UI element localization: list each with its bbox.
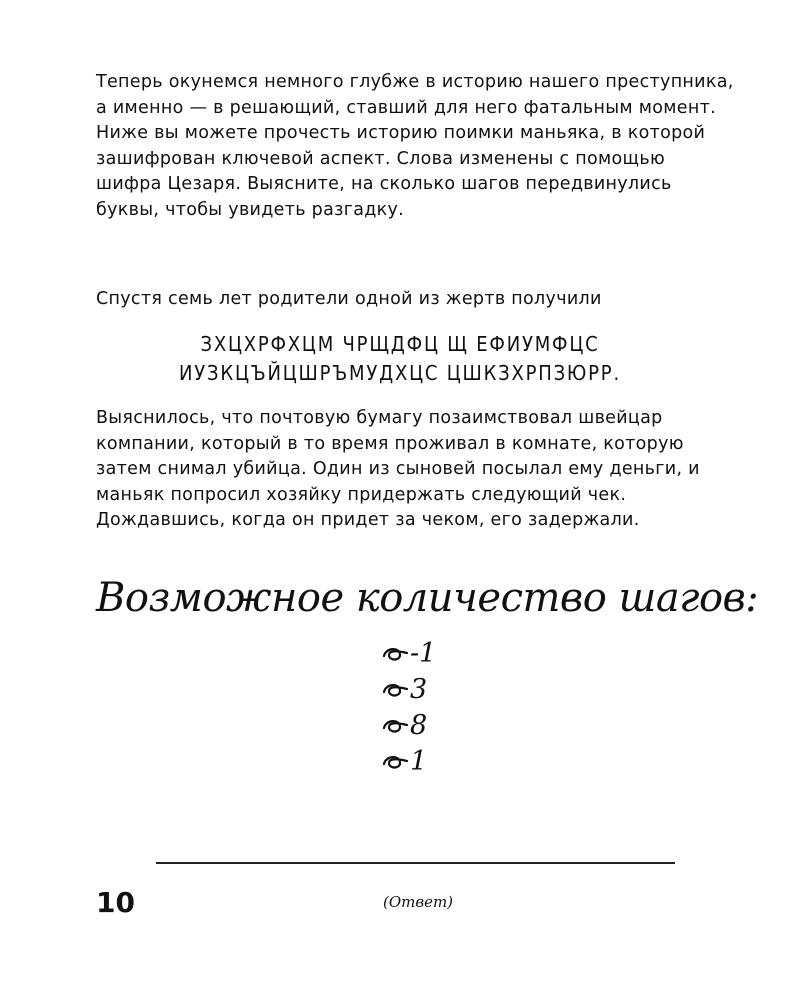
step-value: -1 (410, 638, 437, 669)
steps-options (380, 636, 500, 780)
cipher-text (0, 330, 800, 388)
story-paragraph: Выяснилось, что почтовую бумагу позаимствовал швейцар компании, который в то время проживал в комнате, которую затем снимал убийца. Один из сыновей посылал ему деньги, и маньяк попросил хозяйку придержать следующий чек. Дождавшись, когда он придет за чеком, его задержали. (96, 408, 700, 531)
circle-bullet-icon (380, 716, 410, 736)
step-option[interactable] (380, 672, 500, 708)
circle-bullet-icon (380, 752, 410, 772)
cipher-line-2: ИУЗКЦЪЙЦШРЪМУДХЦС ЦШКЗХРПЗЮРР. (179, 361, 621, 385)
step-value: 3 (410, 674, 428, 705)
cipher-line-1: ЗХЦХРФХЦМ ЧРЩДФЦ Щ ЕФИУМФЦС (200, 332, 600, 356)
answer-label: (Ответ) (382, 893, 454, 911)
lead-sentence: Спустя семь лет родители одной из жертв получили (96, 289, 602, 309)
step-option[interactable] (380, 636, 500, 672)
step-value: 8 (410, 710, 428, 741)
intro-paragraph-2: Ниже вы можете прочесть историю поимки маньяка, в которой зашифрован ключевой аспект. Слова изменены с помощью шифра Цезаря. Выясните, на сколько шагов передвинулись буквы, чтобы увидеть разгадку. (96, 123, 706, 220)
intro-text (96, 70, 736, 224)
answer-input-line[interactable] (156, 862, 675, 864)
possible-steps-title: Возможное количество шагов: (96, 575, 759, 621)
circle-bullet-icon (380, 644, 410, 664)
step-option[interactable] (380, 744, 500, 780)
step-value: 1 (410, 746, 428, 777)
circle-bullet-icon (380, 680, 410, 700)
intro-paragraph-1: Теперь окунемся немного глубже в историю нашего преступника, а именно — в решающий, ставший для него фатальным момент. (96, 72, 734, 118)
page-number: 10 (96, 886, 135, 919)
step-option[interactable] (380, 708, 500, 744)
